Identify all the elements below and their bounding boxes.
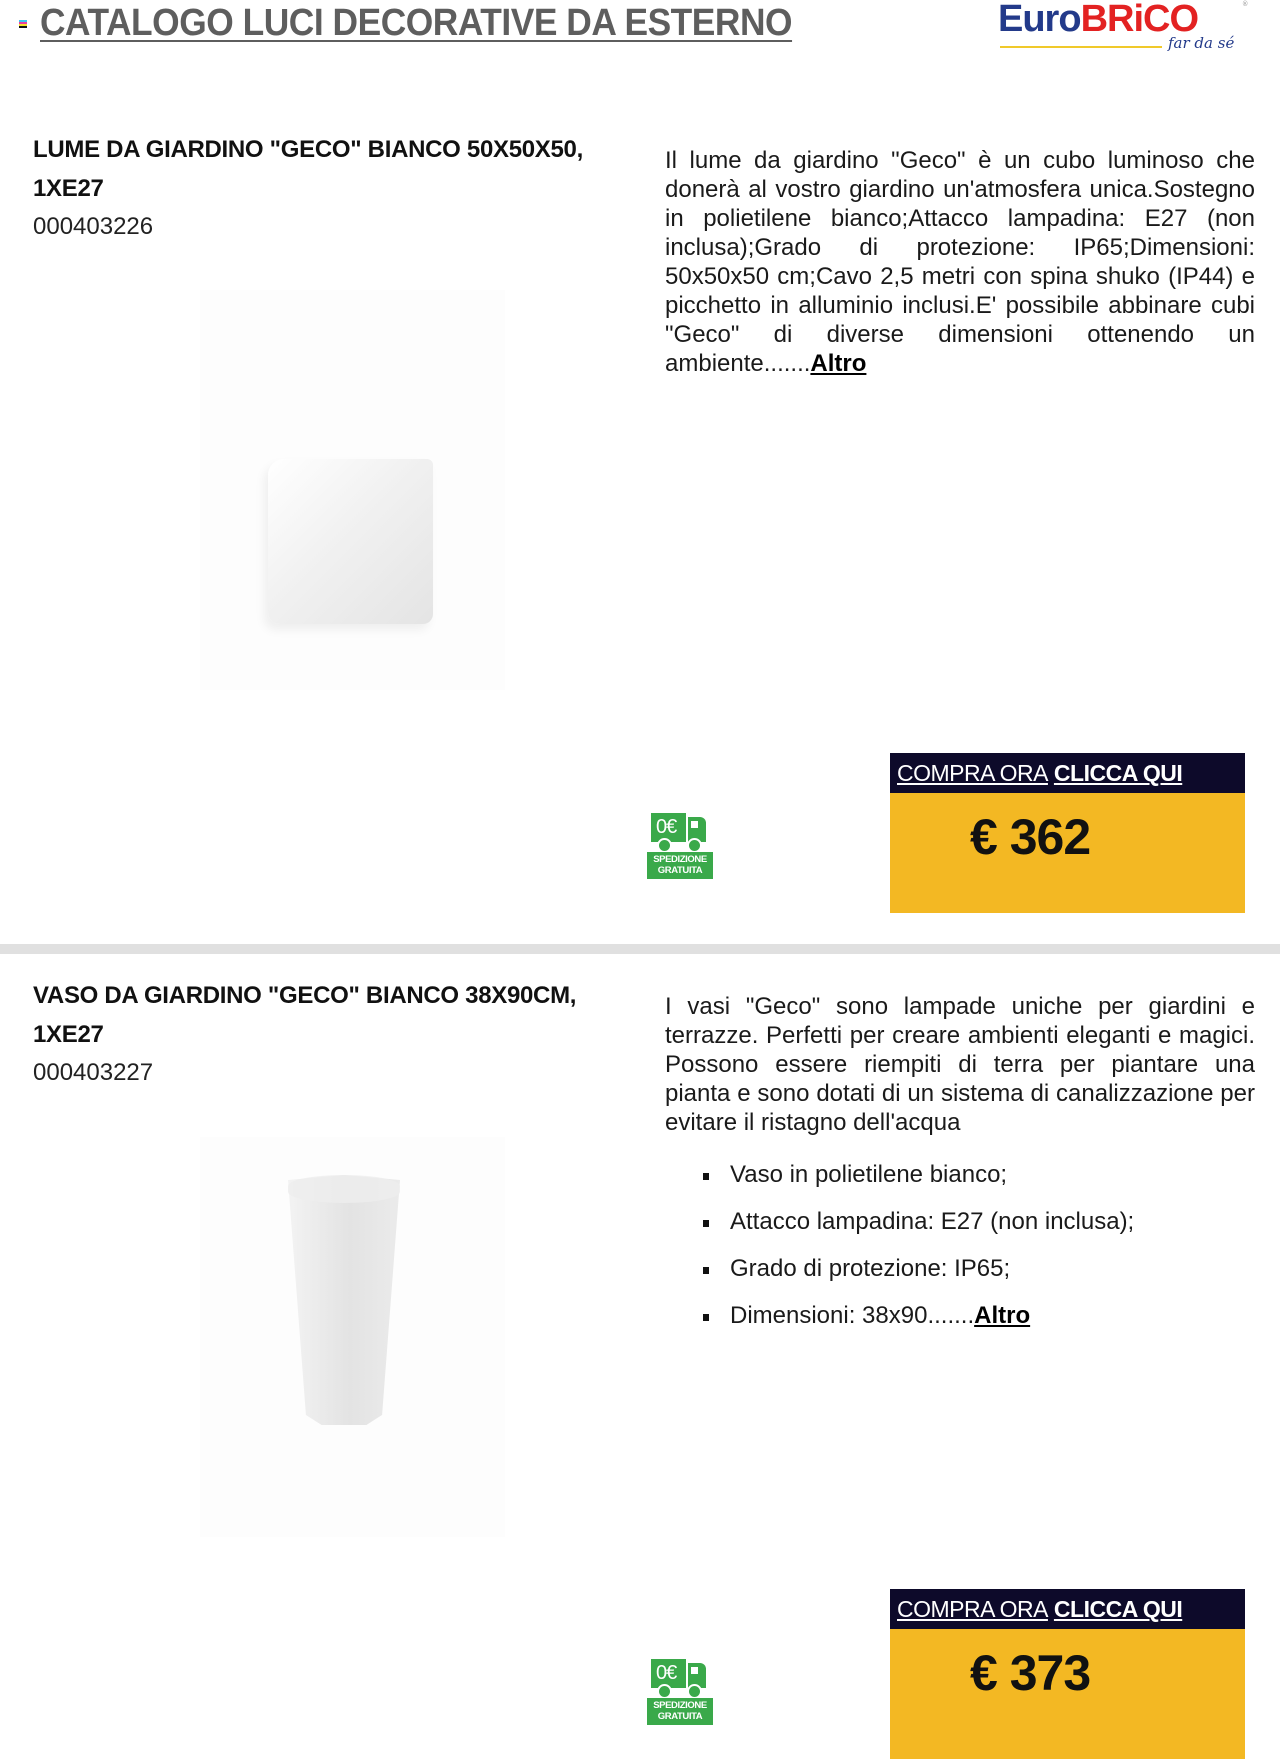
product-description: Il lume da giardino "Geco" è un cubo luminoso che donerà al vostro giardino un'atmosfera unica.Sostegno in polietilene bianco;Attacco lampadina: E27 (non inclusa);Grado di protezione: IP65;Dimensioni: 50x50x50 cm;Cavo 2,5 metri con spina shuko (IP44) e picchetto in alluminio inclusi.E' possibile abbinare cubi "Geco" di diverse dimensioni ottenendo un ambiente.......Altro	[665, 147, 1255, 377]
truck-icon: 0€	[651, 813, 686, 842]
list-item: Grado di protezione: IP65;	[700, 1254, 1260, 1301]
product-code: 000403227	[33, 1059, 154, 1086]
click-here-link[interactable]: CLICCA QUI	[1053, 760, 1183, 786]
click-here-link[interactable]: CLICCA QUI	[1053, 1596, 1183, 1622]
more-link[interactable]: Altro	[974, 1302, 1031, 1329]
registered-mark: ®	[1242, 0, 1249, 8]
section-divider	[0, 944, 1280, 954]
price: € 362	[970, 809, 1091, 865]
truck-icon: 0€	[651, 1659, 686, 1688]
page-title[interactable]: CATALOGO LUCI DECORATIVE DA ESTERNO	[40, 2, 793, 44]
eurobrico-logo[interactable]	[998, 0, 1248, 60]
free-shipping-badge: 0€ SPEDIZIONE GRATUITA	[647, 813, 713, 879]
list-item: Vaso in polietilene bianco;	[700, 1160, 1260, 1207]
price-panel	[890, 1629, 1245, 1759]
logo-wordmark: EuroBRiCO	[998, 0, 1199, 40]
cube-icon	[268, 459, 433, 624]
feature-list	[700, 1160, 1260, 1348]
buy-box	[890, 1589, 1245, 1759]
logo-tagline: far da sé	[1168, 34, 1235, 52]
print-marker-icon	[19, 20, 27, 28]
product-title: LUME DA GIARDINO "GECO" BIANCO 50X50X50, 1XE27	[33, 136, 583, 202]
price: € 373	[970, 1645, 1091, 1701]
product-code: 000403226	[33, 213, 154, 240]
vase-lamp-image[interactable]	[200, 1137, 505, 1537]
buy-box	[890, 753, 1245, 913]
buy-now-link[interactable]: COMPRA ORA CLICCA QUI	[890, 753, 1245, 793]
product-description: I vasi "Geco" sono lampade uniche per giardini e terrazze. Perfetti per creare ambienti eleganti e magici. Possono essere riempiti di terra per piantare una pianta e sono dotati di un sistema di canalizzazione per evitare il ristagno dell'acqua	[665, 993, 1255, 1136]
logo-underline	[1000, 46, 1162, 48]
product-title: VASO DA GIARDINO "GECO" BIANCO 38X90CM, 1XE27	[33, 982, 577, 1048]
price-panel	[890, 793, 1245, 913]
list-item: Dimensioni: 38x90.......Altro	[700, 1301, 1260, 1348]
buy-now-link[interactable]: COMPRA ORA CLICCA QUI	[890, 1589, 1245, 1629]
list-item: Attacco lampadina: E27 (non inclusa);	[700, 1207, 1260, 1254]
vase-icon	[288, 1175, 400, 1425]
more-link[interactable]: Altro	[810, 350, 867, 377]
cube-lamp-image[interactable]	[200, 290, 505, 690]
free-shipping-badge: 0€ SPEDIZIONE GRATUITA	[647, 1659, 713, 1725]
